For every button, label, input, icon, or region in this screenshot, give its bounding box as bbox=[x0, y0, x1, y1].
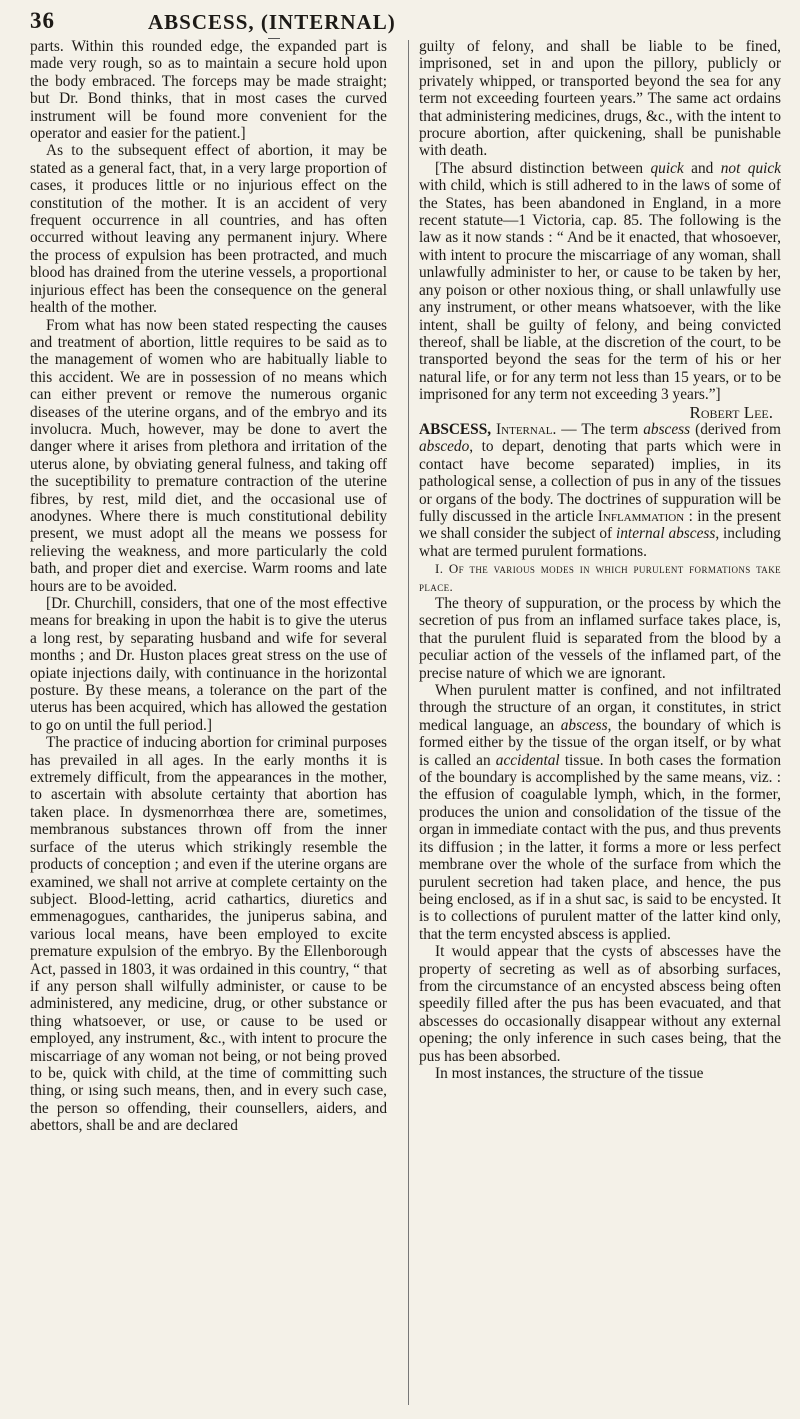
paragraph: From what has now been stated respecting the causes and treatment of abortion, little requires to be said as to the management of women who are habitually liable to this accident. We are in possession of no means which can either prevent or remove the numerous organic diseases of the uterine organs, and of the embryo and its involucra. Much, however, may be done to avert the danger where it arises from plethora and irritation of the uterus alone, by obviating general fulness, and taking off the suceptibility to premature contraction of the uterine fibres, by rest, mild diet, and the occasional use of anodynes. Where there is much constitutional debility present, we must adopt all the means we possess for relieving the weakness, and more particularly the cold bath, and proper diet and exercise. Warm rooms and late hours are to be avoided. bbox=[30, 316, 387, 595]
paragraph: guilty of felony, and shall be liable to be fined, imprisoned, set in and upon the pillory, publicly or privately whipped, or transported beyond the sea for any term not exceeding fourteen years.” The same act ordains that administering medicines, drugs, &c., with the intent to procure abortion, after quickening, shall be punishable with death. bbox=[419, 38, 781, 160]
paragraph: parts. Within this rounded edge, the expanded part is made very rough, so as to maintain a secure hold upon the body embraced. The forceps may be made straight; but Dr. Bond thinks, that in most cases the curved instrument will be found more convenient for the operator and easier for the patient.] bbox=[30, 38, 387, 143]
right-column bbox=[419, 38, 781, 1082]
paragraph: The practice of inducing abortion for criminal purposes has prevailed in all ages. In the early months it is extremely difficult, from the appearances in the mother, to ascertain with absolute certainty that abortion has taken place. In dysmenorrhœa there are, sometimes, membranous substances thrown off from the inner surface of the uterus which strikingly resemble the products of conception ; and even if the uterine organs are examined, we shall not arrive at complete certainty on the subject. Blood-letting, acrid cathartics, diuretics and emmenagogues, cantharides, the juniperus sabina, and various local means, have been employed to excite premature expulsion of the embryo. By the Ellenborough Act, passed in 1803, it was ordained in this country, “ that if any person shall wilfully administer, or cause to be administered, any medicine, drug, or other substance or thing whatsoever, or use, or cause to be used or employed, any instrument, &c., with intent to procure the miscarriage of any woman not being, or not being proved to be, quick with child, at the time of committing such thing, or ısing such means, then, and in every such case, the person so offending, their counsellers, aiders, and abettors, shall be and are declared bbox=[30, 734, 387, 1135]
entry-subhead: Internal. bbox=[496, 420, 557, 438]
page-header bbox=[30, 8, 775, 34]
paragraph: The theory of suppuration, or the process by which the secretion of pus from an inflamed surface takes place, is, that the purulent fluid is separated from the blood by a peculiar action of the vessels of the inflamed part, of the precise nature of which we are ignorant. bbox=[419, 595, 781, 682]
cross-reference: Inflammation bbox=[597, 507, 685, 525]
paragraph: It would appear that the cysts of abscesses have the property of secreting as well as of absorbing surfaces, from the circumstance of an encysted abscess being often speedily filled after the pus has been evacuated, and that abscesses do occasionally disappear without any external opening; the only inference in such cases being, that the pus has been absorbed. bbox=[419, 943, 781, 1065]
entry-paragraph: ABSCESS, Internal. — The term abscess (derived from abscedo, to depart, denoting that parts which were in contact have become separated) implies, in its pathological sense, a collection of pus in any of the tissues or organs of the body. The doctrines of suppuration will be fully discussed in the article Inflammation : in the present we shall consider the subject of internal abscess, including what are termed purulent formations. bbox=[419, 420, 781, 560]
paragraph: As to the subsequent effect of abortion, it may be stated as a general fact, that, in a very large proportion of cases, it produces little or no injurious effect on the constitution of the mother. It is an accident of very frequent occurrence in all countries, and has often occurred without leaving any permanent injury. Where the process of expulsion has been protracted, and much blood has drained from the uterine vessels, a proportional injurious effect has been the consequence on the general health of the mother. bbox=[30, 142, 387, 317]
paragraph: [Dr. Churchill, considers, that one of the most effective means for breaking in upon the habit is to give the uterus a long rest, by separating husband and wife for several months ; and Dr. Huston places great stress on the use of opiate injections daily, with continuance in the horizontal posture. By these means, a tolerance on the part of the uterus has been acquired, which has allowed the gestation to go on until the full period.] bbox=[30, 595, 387, 734]
paragraph: When purulent matter is confined, and not infiltrated through the structure of an organ, it constitutes, in strict medical language, an abscess, the boundary of which is formed either by the tissue of the organ itself, or by what is called an accidental tissue. In both cases the formation of the boundary is accomplished by the same means, viz. : the effusion of coagulable lymph, which, in the former, produces the union and consolidation of the tissue of the organ in immediate contact with the pus, and thus prevents its diffusion ; in the latter, it forms a more or less perfect membrane over the whole of the surface from which the purulent secretion had taken place, and hence, the pus being enclosed, as if in a shut sac, is said to be encysted. It is to collections of purulent matter of the latter kind only, that the term encysted abscess is applied. bbox=[419, 682, 781, 943]
paragraph: [The absurd distinction between quick and not quick with child, which is still adhered to in the laws of some of the States, has been abandoned in England, in a more recent statute—1 Victoria, cap. 85. The following is the law as it now stands : “ And be it enacted, that whosoever, with intent to procure the miscarriage of any woman, shall unlawfully administer to her, or cause to be taken by her, any poison or other noxious thing, or shall unlawfully use any instrument, or other means whatsoever, with the like intent, shall be guilty of felony, and being convicted thereof, shall be liable, at the discretion of the court, to be transported beyond the seas for the term of his or her natural life, or for any term not less than 15 years, or to be imprisoned for any term not exceeding 3 years.”] bbox=[419, 159, 781, 404]
author-signature: Robert Lee. bbox=[689, 402, 773, 422]
column-divider bbox=[408, 40, 409, 1405]
page-number: 36 bbox=[30, 8, 55, 33]
left-column bbox=[30, 38, 387, 1135]
running-head: ABSCESS, (INTERNAL) bbox=[148, 10, 396, 34]
entry-headword: ABSCESS, bbox=[419, 420, 492, 438]
section-heading: I. Of the various modes in which purulent formations take place. bbox=[419, 561, 781, 594]
paragraph: In most instances, the structure of the tissue bbox=[435, 1064, 704, 1082]
